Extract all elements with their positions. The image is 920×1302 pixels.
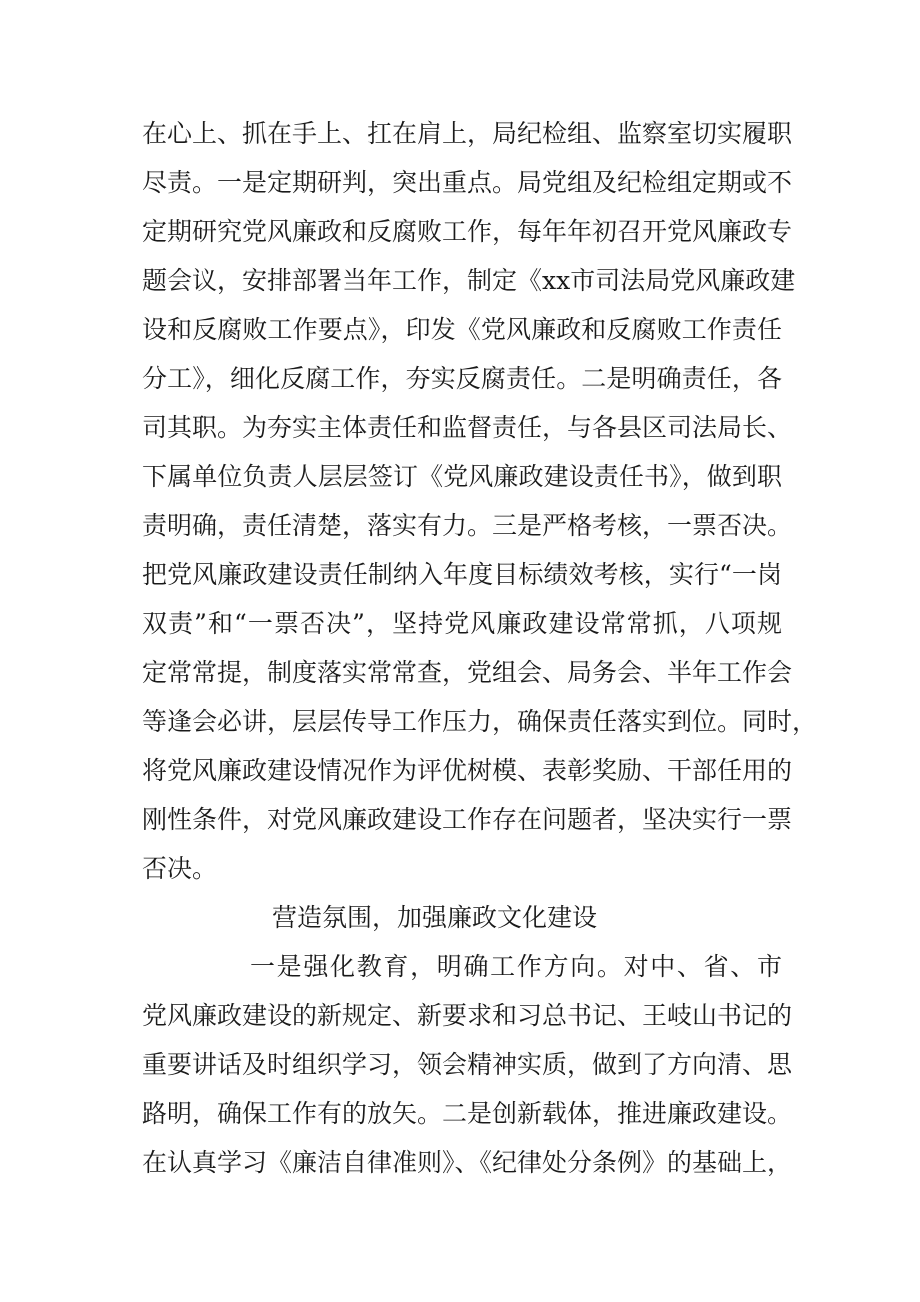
paragraph-1-line-5: 设和反腐败工作要点》，印发《党风廉政和反腐败工作责任 — [142, 315, 782, 344]
paragraph-1-line-16: 否决。 — [142, 854, 218, 883]
paragraph-1-line-15: 刚性条件，对党风廉政建设工作存在问题者，坚决实行一票 — [142, 805, 793, 834]
section-heading: 营造氛围，加强廉政文化建设 — [272, 903, 598, 932]
paragraph-1-line-6: 分工》，细化反腐工作，夯实反腐责任。二是明确责任，各 — [142, 364, 782, 393]
paragraph-1-line-1: 在心上、抓在手上、扛在肩上，局纪检组、监察室切实履职 — [142, 119, 793, 148]
paragraph-2-line-4: 路明，确保工作有的放矢。二是创新载体，推进廉政建设。 — [142, 1099, 793, 1128]
paragraph-1-line-3: 定期研究党风廉政和反腐败工作，每年年初召开党风廉政专 — [142, 217, 793, 246]
paragraph-1-line-4: 题会议，安排部署当年工作，制定《xx市司法局党风廉政建 — [142, 266, 796, 295]
paragraph-1-line-10: 把党风廉政建设责任制纳入年度目标绩效考核，实行“一岗 — [142, 560, 782, 589]
paragraph-1-line-2: 尽责。一是定期研判，突出重点。局党组及纪检组定期或不 — [142, 168, 793, 197]
paragraph-1-line-13: 等逢会必讲，层层传导工作压力，确保责任落实到位。同时， — [142, 707, 818, 736]
paragraph-1-line-11: 双责”和“一票否决”，坚持党风廉政建设常常抓，八项规 — [142, 609, 782, 638]
paragraph-1-line-9: 责明确，责任清楚，落实有力。三是严格考核，一票否决。 — [142, 511, 793, 540]
paragraph-1-line-12: 定常常提，制度落实常常查，党组会、局务会、半年工作会 — [142, 658, 793, 687]
paragraph-1-line-8: 下属单位负责人层层签订《党风廉政建设责任书》，做到职 — [142, 462, 782, 491]
paragraph-1-line-7: 司其职。为夯实主体责任和监督责任，与各县区司法局长、 — [142, 413, 793, 442]
paragraph-2-line-2: 党风廉政建设的新规定、新要求和习总书记、王岐山书记的 — [142, 1001, 793, 1030]
paragraph-2-line-3: 重要讲话及时组织学习，领会精神实质，做到了方向清、思 — [142, 1050, 793, 1079]
paragraph-2-line-1: 一是强化教育，明确工作方向。对中、省、市 — [250, 952, 782, 981]
paragraph-1-line-14: 将党风廉政建设情况作为评优树模、表彰奖励、干部任用的 — [142, 756, 793, 785]
paragraph-2-line-5: 在认真学习《廉洁自律准则》、《纪律处分条例》的基础上， — [142, 1148, 793, 1177]
